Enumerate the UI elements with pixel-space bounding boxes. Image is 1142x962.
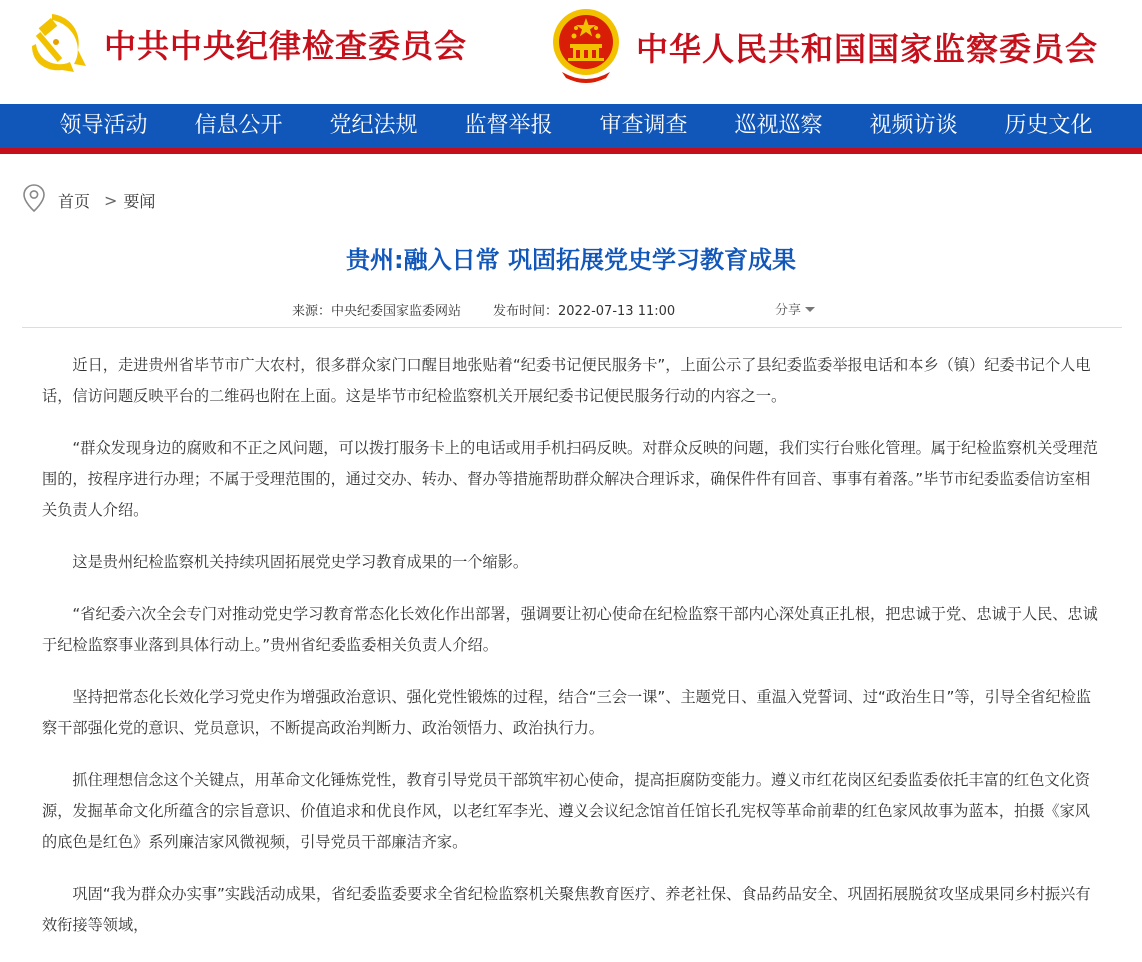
- article-body: [42, 350, 1104, 962]
- national-emblem-icon: [550, 6, 622, 88]
- nav-item-report[interactable]: 监督举报: [464, 113, 553, 138]
- party-emblem-icon: [22, 8, 90, 80]
- nav-item-video[interactable]: 视频访谈: [869, 113, 958, 138]
- nav-item-investigation[interactable]: 审查调查: [599, 113, 688, 138]
- article-source: 来源：中央纪委国家监委网站: [292, 304, 462, 319]
- article-paragraph: 近日，走进贵州省毕节市广大农村，很多群众家门口醒目地张贴着“纪委书记便民服务卡”，上面公示了县纪委监委举报电话和本乡（镇）纪委书记个人电话，信访问题反映平台的二维码也附在上面。这是毕节市纪检监察机关开展纪委书记便民服务行动的内容之一。: [42, 356, 1091, 405]
- nsc-logo[interactable]: [550, 6, 1098, 88]
- article-paragraph: 这是贵州纪检监察机关持续巩固拓展党史学习教育成果的一个缩影。: [72, 553, 529, 571]
- breadcrumb: [22, 183, 155, 217]
- article-publish-time: 发布时间：2022-07-13 11:00: [493, 304, 676, 319]
- article-paragraph: 坚持把常态化长效化学习党史作为增强政治意识、强化党性锻炼的过程，结合“三会一课”、主题党日、重温入党誓词、过“政治生日”等，引导全省纪检监察干部强化党的意识、党员意识，不断提高政治判断力、政治领悟力、政治执行力。: [42, 688, 1092, 737]
- breadcrumb-home-link[interactable]: 首页: [58, 191, 91, 211]
- caret-down-icon: [805, 307, 815, 312]
- article-paragraph: 巩固“我为群众办实事”实践活动成果，省纪委监委要求全省纪检监察机关聚焦教育医疗、养老社保、食品药品安全、巩固拓展脱贫攻坚成果同乡村振兴有效衔接等领域，: [42, 885, 1091, 934]
- ccdi-title: 中共中央纪律检查委员会: [104, 27, 468, 65]
- nav-item-info-disclosure[interactable]: 信息公开: [194, 113, 283, 138]
- nav-red-stripe: [0, 148, 1142, 154]
- breadcrumb-current-link[interactable]: 要闻: [123, 191, 156, 211]
- article-paragraph: 抓住理想信念这个关键点，用革命文化锤炼党性，教育引导党员干部筑牢初心使命，提高拒腐防变能力。遵义市红花岗区纪委监委依托丰富的红色文化资源，发掘革命文化所蕴含的宗旨意识、价值追求和优良作风，以老红军李光、遵义会议纪念馆首任馆长孔宪权等革命前辈的红色家风故事为蓝本，拍摄《家风的底色是红色》系列廉洁家风微视频，引导党员干部廉洁齐家。: [42, 771, 1090, 851]
- nav-item-history[interactable]: 历史文化: [1004, 113, 1093, 138]
- location-pin-icon: [22, 183, 46, 217]
- divider: [22, 327, 1122, 328]
- article-meta: [292, 300, 675, 319]
- article-paragraph: “省纪委六次全会专门对推动党史学习教育常态化长效化作出部署，强调要让初心使命在纪检监察干部内心深处真正扎根，把忠诚于党、忠诚于人民、忠诚于纪检监察事业落到具体行动上。”贵州省纪委监委相关负责人介绍。: [42, 605, 1098, 654]
- share-button[interactable]: [775, 299, 815, 318]
- nav-item-leadership[interactable]: 领导活动: [59, 113, 148, 138]
- ccdi-logo[interactable]: [22, 8, 467, 80]
- nav-item-inspection[interactable]: 巡视巡察: [734, 113, 823, 138]
- site-header: [0, 0, 1142, 104]
- share-label: 分享: [775, 303, 802, 318]
- article-paragraph: “群众发现身边的腐败和不正之风问题，可以拨打服务卡上的电话或用手机扫码反映。对群众反映的问题，我们实行台账化管理。属于纪检监察机关受理范围的，按程序进行办理；不属于受理范围的，通过交办、转办、督办等措施帮助群众解决合理诉求，确保件件有回音、事事有着落。”毕节市纪委监委信访室相关负责人介绍。: [42, 439, 1098, 519]
- main-nav: [0, 104, 1142, 148]
- breadcrumb-separator: >: [104, 190, 118, 210]
- nsc-title: 中华人民共和国国家监察委员会: [636, 30, 1099, 68]
- nav-item-regulations[interactable]: 党纪法规: [329, 113, 418, 138]
- article-title: 贵州:融入日常 巩固拓展党史学习教育成果: [346, 246, 796, 274]
